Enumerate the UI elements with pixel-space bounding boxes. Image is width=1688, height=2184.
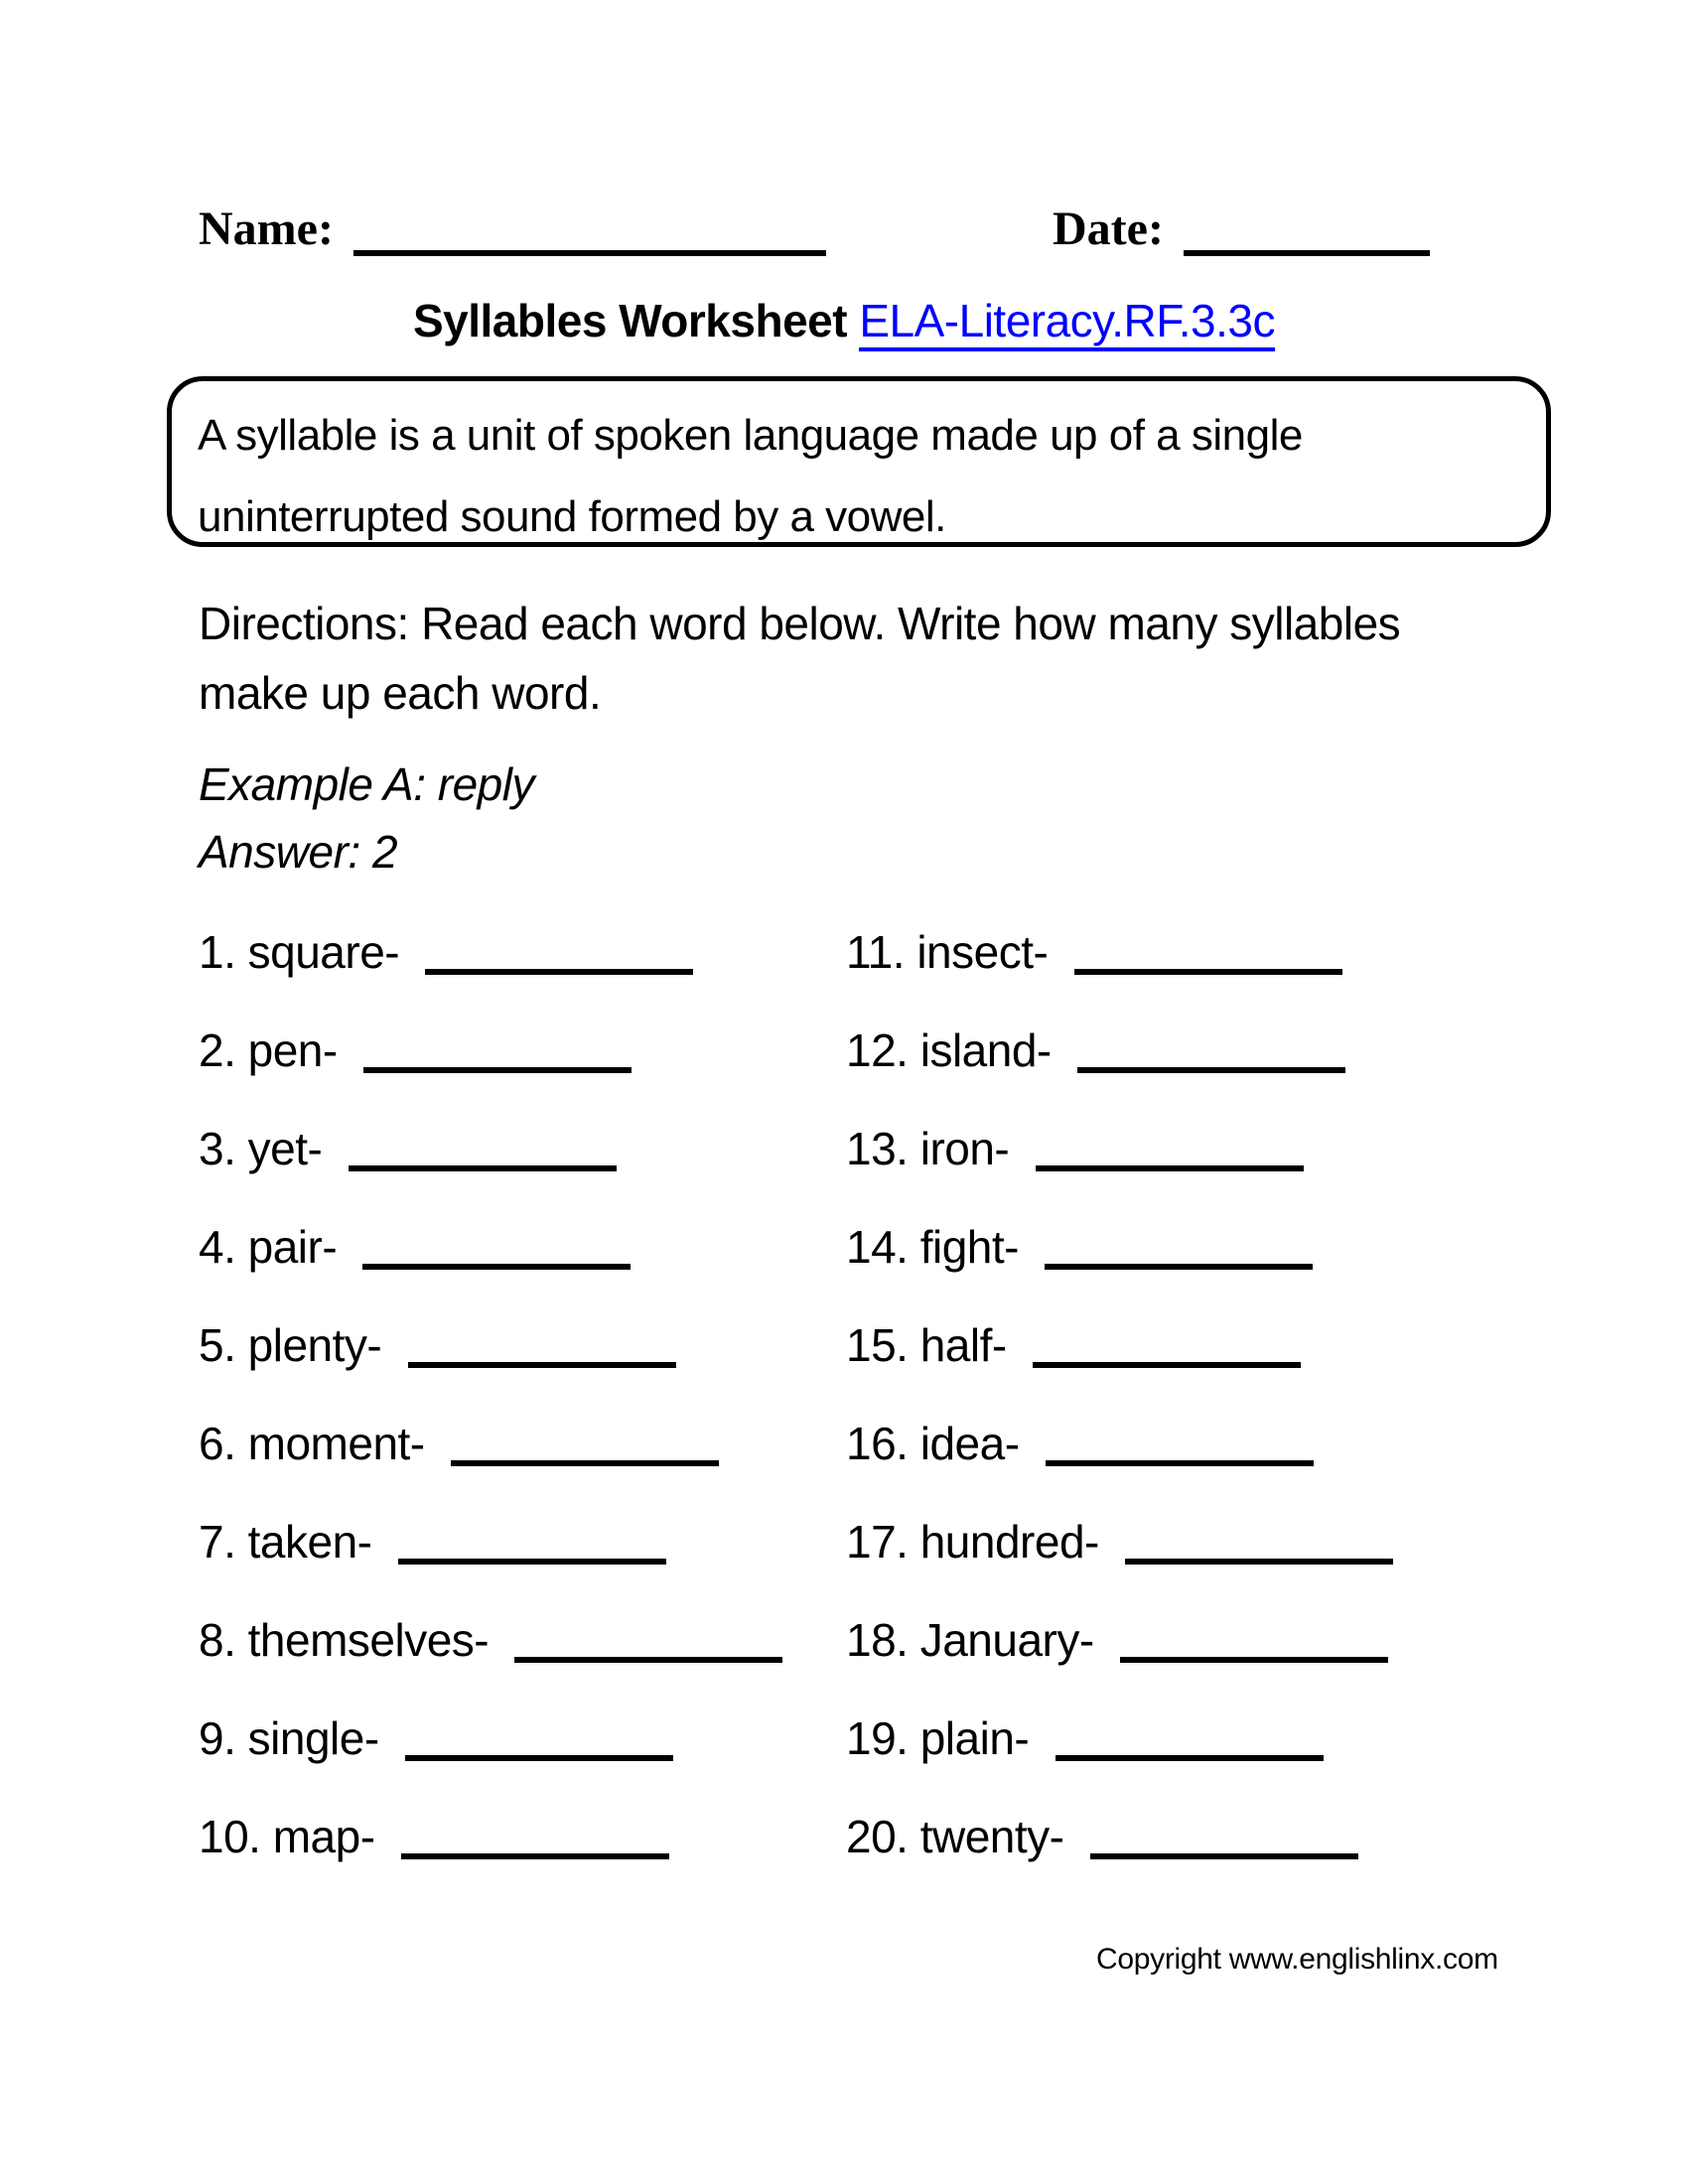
example-label: Example A: reply <box>199 758 534 810</box>
worksheet-item <box>199 1493 782 1591</box>
worksheet-item <box>199 1002 782 1100</box>
item-label: 3. yet- <box>199 1123 323 1174</box>
worksheet-item <box>846 1493 1393 1591</box>
item-label: 6. moment- <box>199 1418 425 1469</box>
item-label: 12. island- <box>846 1024 1052 1076</box>
answer-blank[interactable] <box>349 1154 617 1171</box>
worksheet-item <box>846 1100 1393 1198</box>
answer-blank[interactable] <box>451 1448 719 1466</box>
example-block <box>199 751 534 886</box>
name-label: Name: <box>199 203 334 255</box>
item-label: 20. twenty- <box>846 1811 1064 1862</box>
item-label: 11. insect- <box>846 926 1049 978</box>
worksheet-item <box>846 1690 1393 1788</box>
answer-blank[interactable] <box>1045 1252 1313 1270</box>
item-label: 16. idea- <box>846 1418 1020 1469</box>
answer-blank[interactable] <box>1125 1547 1393 1565</box>
example-answer: Answer: 2 <box>199 826 398 878</box>
answer-blank[interactable] <box>401 1842 669 1859</box>
worksheet-item <box>846 1198 1393 1297</box>
answer-blank[interactable] <box>363 1055 632 1073</box>
item-label: 14. fight- <box>846 1221 1019 1273</box>
item-label: 7. taken- <box>199 1516 372 1568</box>
item-label: 10. map- <box>199 1811 375 1862</box>
page-title <box>0 294 1688 347</box>
answer-blank[interactable] <box>1090 1842 1358 1859</box>
item-label: 2. pen- <box>199 1024 338 1076</box>
item-label: 4. pair- <box>199 1221 338 1273</box>
item-label: 15. half- <box>846 1319 1007 1371</box>
worksheet-item <box>199 1690 782 1788</box>
directions-line-2: make up each word. <box>199 667 602 719</box>
worksheet-item <box>846 903 1393 1002</box>
standard-link[interactable]: ELA-Literacy.RF.3.3c <box>859 295 1275 351</box>
answer-blank[interactable] <box>1120 1645 1388 1663</box>
worksheet-item <box>199 1395 782 1493</box>
item-label: 19. plain- <box>846 1712 1030 1764</box>
answer-blank[interactable] <box>362 1252 631 1270</box>
item-label: 18. January- <box>846 1614 1094 1666</box>
definition-box <box>167 376 1551 547</box>
answer-blank[interactable] <box>398 1547 666 1565</box>
worksheet-item <box>199 1788 782 1886</box>
item-label: 1. square- <box>199 926 400 978</box>
answer-blank[interactable] <box>408 1350 676 1368</box>
worksheet-item <box>846 1297 1393 1395</box>
answer-blank[interactable] <box>1055 1743 1324 1761</box>
answer-blank[interactable] <box>1033 1350 1301 1368</box>
answer-blank[interactable] <box>1077 1055 1345 1073</box>
answer-blank[interactable] <box>1046 1448 1314 1466</box>
answer-blank[interactable] <box>425 957 693 975</box>
answer-blank[interactable] <box>1074 957 1342 975</box>
date-label: Date: <box>1053 203 1164 255</box>
item-label: 5. plenty- <box>199 1319 382 1371</box>
item-label: 9. single- <box>199 1712 379 1764</box>
worksheet-item <box>846 1395 1393 1493</box>
answer-blank[interactable] <box>1036 1154 1304 1171</box>
worksheet-item <box>199 903 782 1002</box>
copyright-text: Copyright www.englishlinx.com <box>1096 1943 1498 1976</box>
date-input-line[interactable] <box>1184 250 1430 256</box>
answer-blank[interactable] <box>514 1645 782 1663</box>
title-text: Syllables Worksheet <box>412 295 848 346</box>
item-label: 13. iron- <box>846 1123 1010 1174</box>
worksheet-item <box>199 1591 782 1690</box>
items-column-left <box>199 903 782 1886</box>
worksheet-item <box>199 1100 782 1198</box>
worksheet-item <box>846 1002 1393 1100</box>
worksheet-item <box>846 1788 1393 1886</box>
definition-line-1: A syllable is a unit of spoken language made up of a single <box>198 411 1303 460</box>
name-input-line[interactable] <box>353 250 826 256</box>
item-label: 8. themselves- <box>199 1614 490 1666</box>
worksheet-item <box>199 1297 782 1395</box>
directions <box>199 589 1400 728</box>
directions-line-1: Directions: Read each word below. Write how many syllables <box>199 598 1401 649</box>
items-column-right <box>846 903 1393 1886</box>
item-label: 17. hundred- <box>846 1516 1099 1568</box>
definition-line-2: uninterrupted sound formed by a vowel. <box>198 492 946 541</box>
worksheet-item <box>199 1198 782 1297</box>
answer-blank[interactable] <box>405 1743 673 1761</box>
worksheet-item <box>846 1591 1393 1690</box>
